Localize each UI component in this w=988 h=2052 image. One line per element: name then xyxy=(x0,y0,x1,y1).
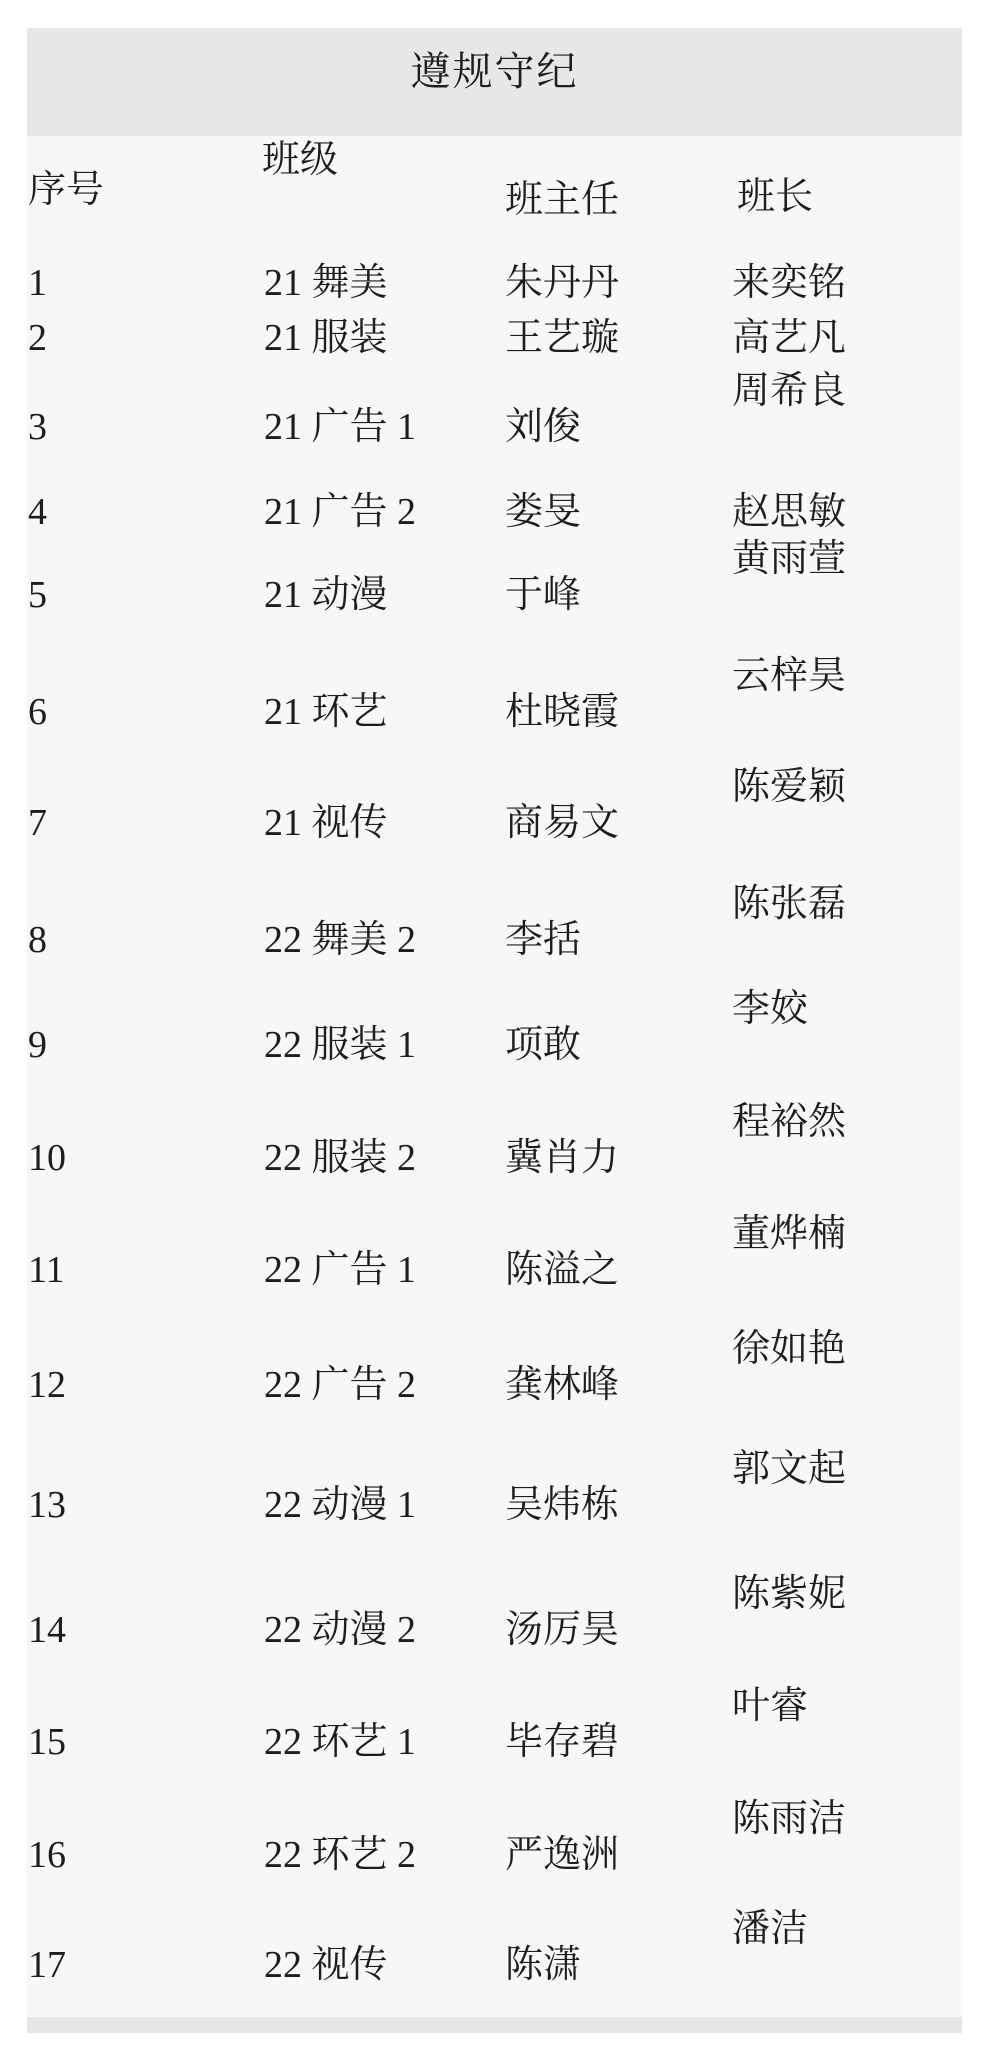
cell-monitor: 陈雨洁 xyxy=(732,1798,847,1840)
cell-monitor: 陈张磊 xyxy=(732,883,847,925)
table-row xyxy=(27,1101,962,1180)
cell-teacher: 项敢 xyxy=(505,1024,582,1066)
cell-teacher: 严逸洲 xyxy=(505,1834,620,1876)
cell-no: 16 xyxy=(28,1834,66,1876)
cell-teacher: 毕存碧 xyxy=(505,1721,620,1763)
cell-no: 12 xyxy=(28,1364,66,1406)
cell-no: 1 xyxy=(28,262,47,304)
cell-no: 10 xyxy=(28,1137,66,1179)
title-band xyxy=(27,28,962,136)
table-row xyxy=(27,655,962,734)
cell-class: 22 舞美 2 xyxy=(264,919,417,961)
cell-class: 22 服装 2 xyxy=(264,1137,417,1179)
cell-teacher: 朱丹丹 xyxy=(505,262,620,304)
cell-class: 21 视传 xyxy=(264,802,388,844)
table-row xyxy=(27,1328,962,1407)
cell-no: 8 xyxy=(28,919,47,961)
cell-no: 3 xyxy=(28,406,47,448)
cell-class: 21 广告 1 xyxy=(264,406,417,448)
cell-class: 21 动漫 xyxy=(264,574,388,616)
cell-monitor: 徐如艳 xyxy=(732,1328,847,1370)
cell-class: 21 舞美 xyxy=(264,262,388,304)
cell-monitor: 黄雨萱 xyxy=(732,538,847,580)
cell-class: 21 服装 xyxy=(264,317,388,359)
table-header-monitor: 班长 xyxy=(737,176,814,218)
cell-teacher: 杜晓霞 xyxy=(505,691,620,733)
table-row xyxy=(27,766,962,845)
cell-monitor: 郭文起 xyxy=(732,1448,847,1490)
cell-teacher: 王艺璇 xyxy=(505,317,620,359)
cell-class: 22 广告 1 xyxy=(264,1249,417,1291)
cell-teacher: 李括 xyxy=(505,919,582,961)
cell-monitor: 高艺凡 xyxy=(732,317,847,359)
cell-no: 13 xyxy=(28,1484,66,1526)
cell-no: 2 xyxy=(28,317,47,359)
cell-monitor: 周希良 xyxy=(732,370,847,412)
cell-no: 11 xyxy=(28,1249,65,1291)
cell-no: 4 xyxy=(28,491,47,533)
cell-class: 22 环艺 1 xyxy=(264,1721,417,1763)
cell-teacher: 汤厉昊 xyxy=(505,1609,620,1651)
cell-teacher: 陈潇 xyxy=(505,1944,582,1986)
cell-teacher: 娄旻 xyxy=(505,491,582,533)
table-header-class: 班级 xyxy=(262,139,339,181)
cell-class: 21 广告 2 xyxy=(264,491,417,533)
cell-monitor: 叶睿 xyxy=(732,1685,809,1727)
cell-teacher: 陈溢之 xyxy=(505,1249,620,1291)
cell-teacher: 商易文 xyxy=(505,802,620,844)
table-row xyxy=(27,1908,962,1987)
cell-no: 9 xyxy=(28,1024,47,1066)
table-row xyxy=(27,1798,962,1877)
table-row xyxy=(27,490,962,534)
cell-no: 5 xyxy=(28,574,47,616)
page-title: 遵规守纪 xyxy=(410,49,579,94)
cell-class: 22 环艺 2 xyxy=(264,1834,417,1876)
cell-teacher: 冀肖力 xyxy=(505,1137,620,1179)
cell-monitor: 程裕然 xyxy=(732,1101,847,1143)
cell-monitor: 潘洁 xyxy=(732,1908,809,1950)
cell-teacher: 龚林峰 xyxy=(505,1364,620,1406)
cell-monitor: 董烨楠 xyxy=(732,1213,847,1255)
table-row xyxy=(27,883,962,962)
cell-teacher: 于峰 xyxy=(505,574,582,616)
table-header-no: 序号 xyxy=(28,169,105,211)
table-row xyxy=(27,261,962,305)
cell-no: 14 xyxy=(28,1609,66,1651)
cell-monitor: 来奕铭 xyxy=(732,262,847,304)
cell-monitor: 云梓昊 xyxy=(732,655,847,697)
cell-class: 22 动漫 2 xyxy=(264,1609,417,1651)
cell-monitor: 陈爱颖 xyxy=(732,766,847,808)
cell-monitor: 赵思敏 xyxy=(732,491,847,533)
cell-class: 21 环艺 xyxy=(264,691,388,733)
cell-class: 22 动漫 1 xyxy=(264,1484,417,1526)
cell-no: 7 xyxy=(28,802,47,844)
table-row xyxy=(27,538,962,617)
cell-monitor: 李姣 xyxy=(732,988,809,1030)
table-row xyxy=(27,988,962,1067)
cell-monitor: 陈紫妮 xyxy=(732,1573,847,1615)
table-row xyxy=(27,1213,962,1292)
cell-class: 22 广告 2 xyxy=(264,1364,417,1406)
table-header-teacher: 班主任 xyxy=(505,179,620,221)
table-row xyxy=(27,1685,962,1764)
table-row xyxy=(27,1448,962,1527)
cell-teacher: 吴炜栋 xyxy=(505,1484,620,1526)
cell-no: 17 xyxy=(28,1944,66,1986)
table-row xyxy=(27,316,962,360)
table-row xyxy=(27,1573,962,1652)
cell-teacher: 刘俊 xyxy=(505,406,582,448)
cell-class: 22 服装 1 xyxy=(264,1024,417,1066)
table-row xyxy=(27,370,962,449)
cell-no: 6 xyxy=(28,691,47,733)
cell-class: 22 视传 xyxy=(264,1944,388,1986)
cell-no: 15 xyxy=(28,1721,66,1763)
table-bottom-divider xyxy=(27,2017,962,2033)
